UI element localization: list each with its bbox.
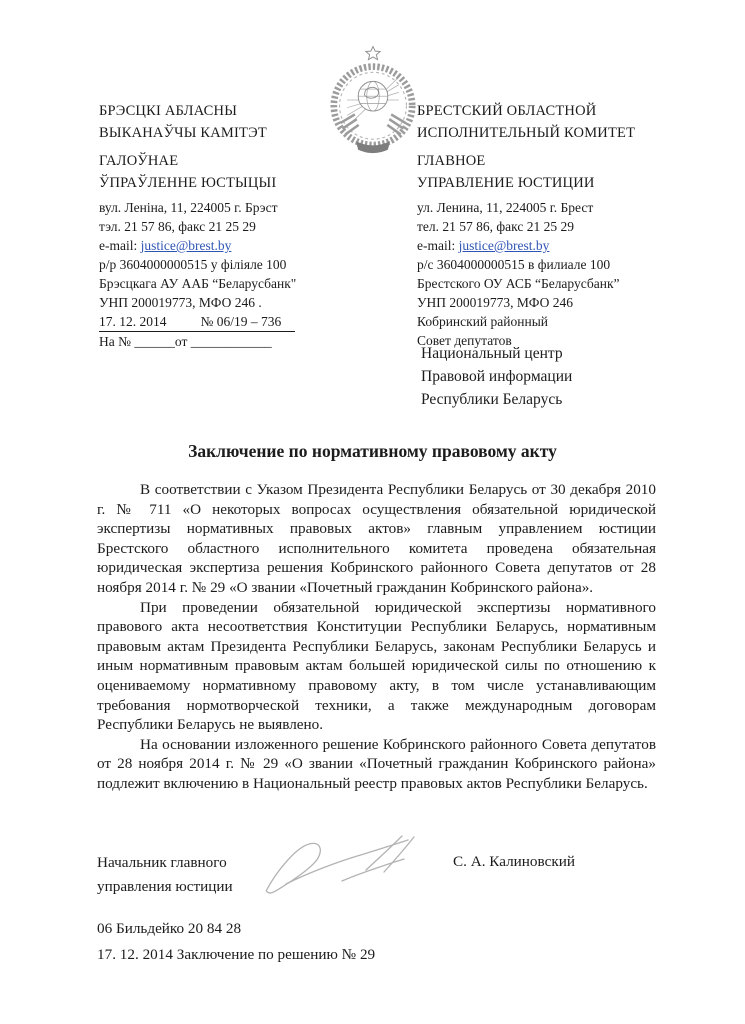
org-name-by-line2: ВЫКАНАЎЧЫ КАМІТЭТ: [99, 125, 267, 141]
email-label-ru: e-mail:: [417, 238, 459, 253]
addressee-block: [421, 342, 572, 411]
email-link-ru[interactable]: justice@brest.by: [458, 238, 550, 253]
org-name-by-line1: БРЭСЦКІ АБЛАСНЫ: [99, 103, 238, 119]
letterhead-left-column: [99, 100, 404, 351]
signer-position-line2: управления юстиции: [97, 878, 233, 895]
dept-name-ru-line2: УПРАВЛЕНИЕ ЮСТИЦИИ: [417, 175, 595, 191]
dept-name-ru-line1: ГЛАВНОЕ: [417, 153, 486, 169]
date-number-line: [99, 312, 404, 332]
addressee-line3: Республики Беларусь: [421, 391, 563, 408]
email-line-by: [99, 236, 404, 255]
signer-position: [97, 851, 233, 899]
signer-name: С. А. Калиновский: [453, 853, 575, 870]
org-name-ru-line2: ИСПОЛНИТЕЛЬНЫЙ КОМИТЕТ: [417, 125, 636, 141]
address-ru: ул. Ленина, 11, 224005 г. Брест: [417, 200, 594, 215]
body-paragraph-2: При проведении обязательной юридической экспертизы нормативного правового акта несоответствия Конституции Республики Беларусь, нормативным правовым актам Президента Республики Беларусь, законам Республики Беларусь и иным нормативным правовым актам большей юридической силы по отношению к оцениваемому нормативному правовому акту, в том числе устанавливающим требования нормотворческой техники, а также международным договорам Республики Беларусь не выявлено.: [97, 598, 656, 734]
reference-line: На № ______от ____________: [99, 334, 272, 349]
signer-position-line1: Начальник главного: [97, 854, 227, 871]
recipient-line1: Кобринский районный: [417, 314, 548, 329]
addressee-line2: Правовой информации: [421, 368, 573, 385]
email-label-by: e-mail:: [99, 238, 141, 253]
dept-name-by-line2: ЎПРАЎЛЕННЕ ЮСТЫЦЫІ: [99, 175, 277, 191]
contact-block-by: [99, 198, 404, 351]
registration-note: 17. 12. 2014 Заключение по решению № 29: [97, 946, 376, 963]
recipient-line2: Совет депутатов: [417, 333, 512, 348]
bank-ru: Брестского ОУ АСБ “Беларусбанк”: [417, 276, 620, 291]
phone-ru: тел. 21 57 86, факс 21 25 29: [417, 219, 574, 234]
account-by: р/р 3604000000515 у філіяле 100: [99, 257, 287, 272]
contact-block-ru: [417, 198, 722, 350]
document-body: [97, 480, 656, 794]
org-name-ru-line1: БРЕСТСКИЙ ОБЛАСТНОЙ: [417, 103, 597, 119]
handwritten-signature: [246, 826, 436, 910]
phone-by: тэл. 21 57 86, факс 21 25 29: [99, 219, 256, 234]
org-name-by: [99, 100, 404, 194]
unp-by: УНП 200019773, МФО 246 .: [99, 295, 262, 310]
doc-date: 17. 12. 2014: [99, 314, 167, 329]
footer-notes: [97, 916, 375, 968]
account-ru: р/с 3604000000515 в филиале 100: [417, 257, 611, 272]
executor-note: 06 Бильдейко 20 84 28: [97, 920, 242, 937]
body-paragraph-1: В соответствии с Указом Президента Республики Беларусь от 30 декабря 2010 г. № 711 «О некоторых вопросах осуществления обязательной юридической экспертизы нормативных правовых актов» главным управлением юстиции Брестского областного исполнительного комитета проведена обязательная юридическая экспертиза решения Кобринского районного Совета депутатов от 28 ноября 2014 г. № 29 «О звании «Почетный гражданин Кобринского района».: [97, 481, 656, 596]
address-by: вул. Леніна, 11, 224005 г. Брэст: [99, 200, 278, 215]
document-title: Заключение по нормативному правовому акту: [188, 441, 557, 461]
unp-ru: УНП 200019773, МФО 246: [417, 295, 573, 310]
email-line-ru: [417, 236, 722, 255]
body-paragraph-3: На основании изложенного решение Кобринского районного Совета депутатов от 28 ноября 2014 г. № 29 «О звании «Почетный гражданин Кобринского района» подлежит включению в Национальный реестр правовых актов Республики Беларусь.: [97, 735, 656, 792]
bank-by: Брэсцкага АУ ААБ “Беларусбанк": [99, 276, 297, 291]
org-name-ru: [417, 100, 722, 194]
dept-name-by-line1: ГАЛОЎНАЕ: [99, 153, 179, 169]
email-link-by[interactable]: justice@brest.by: [140, 238, 232, 253]
doc-number: № 06/19 – 736: [200, 314, 282, 329]
addressee-line1: Национальный центр: [421, 345, 563, 362]
letterhead-right-column: [417, 100, 722, 350]
